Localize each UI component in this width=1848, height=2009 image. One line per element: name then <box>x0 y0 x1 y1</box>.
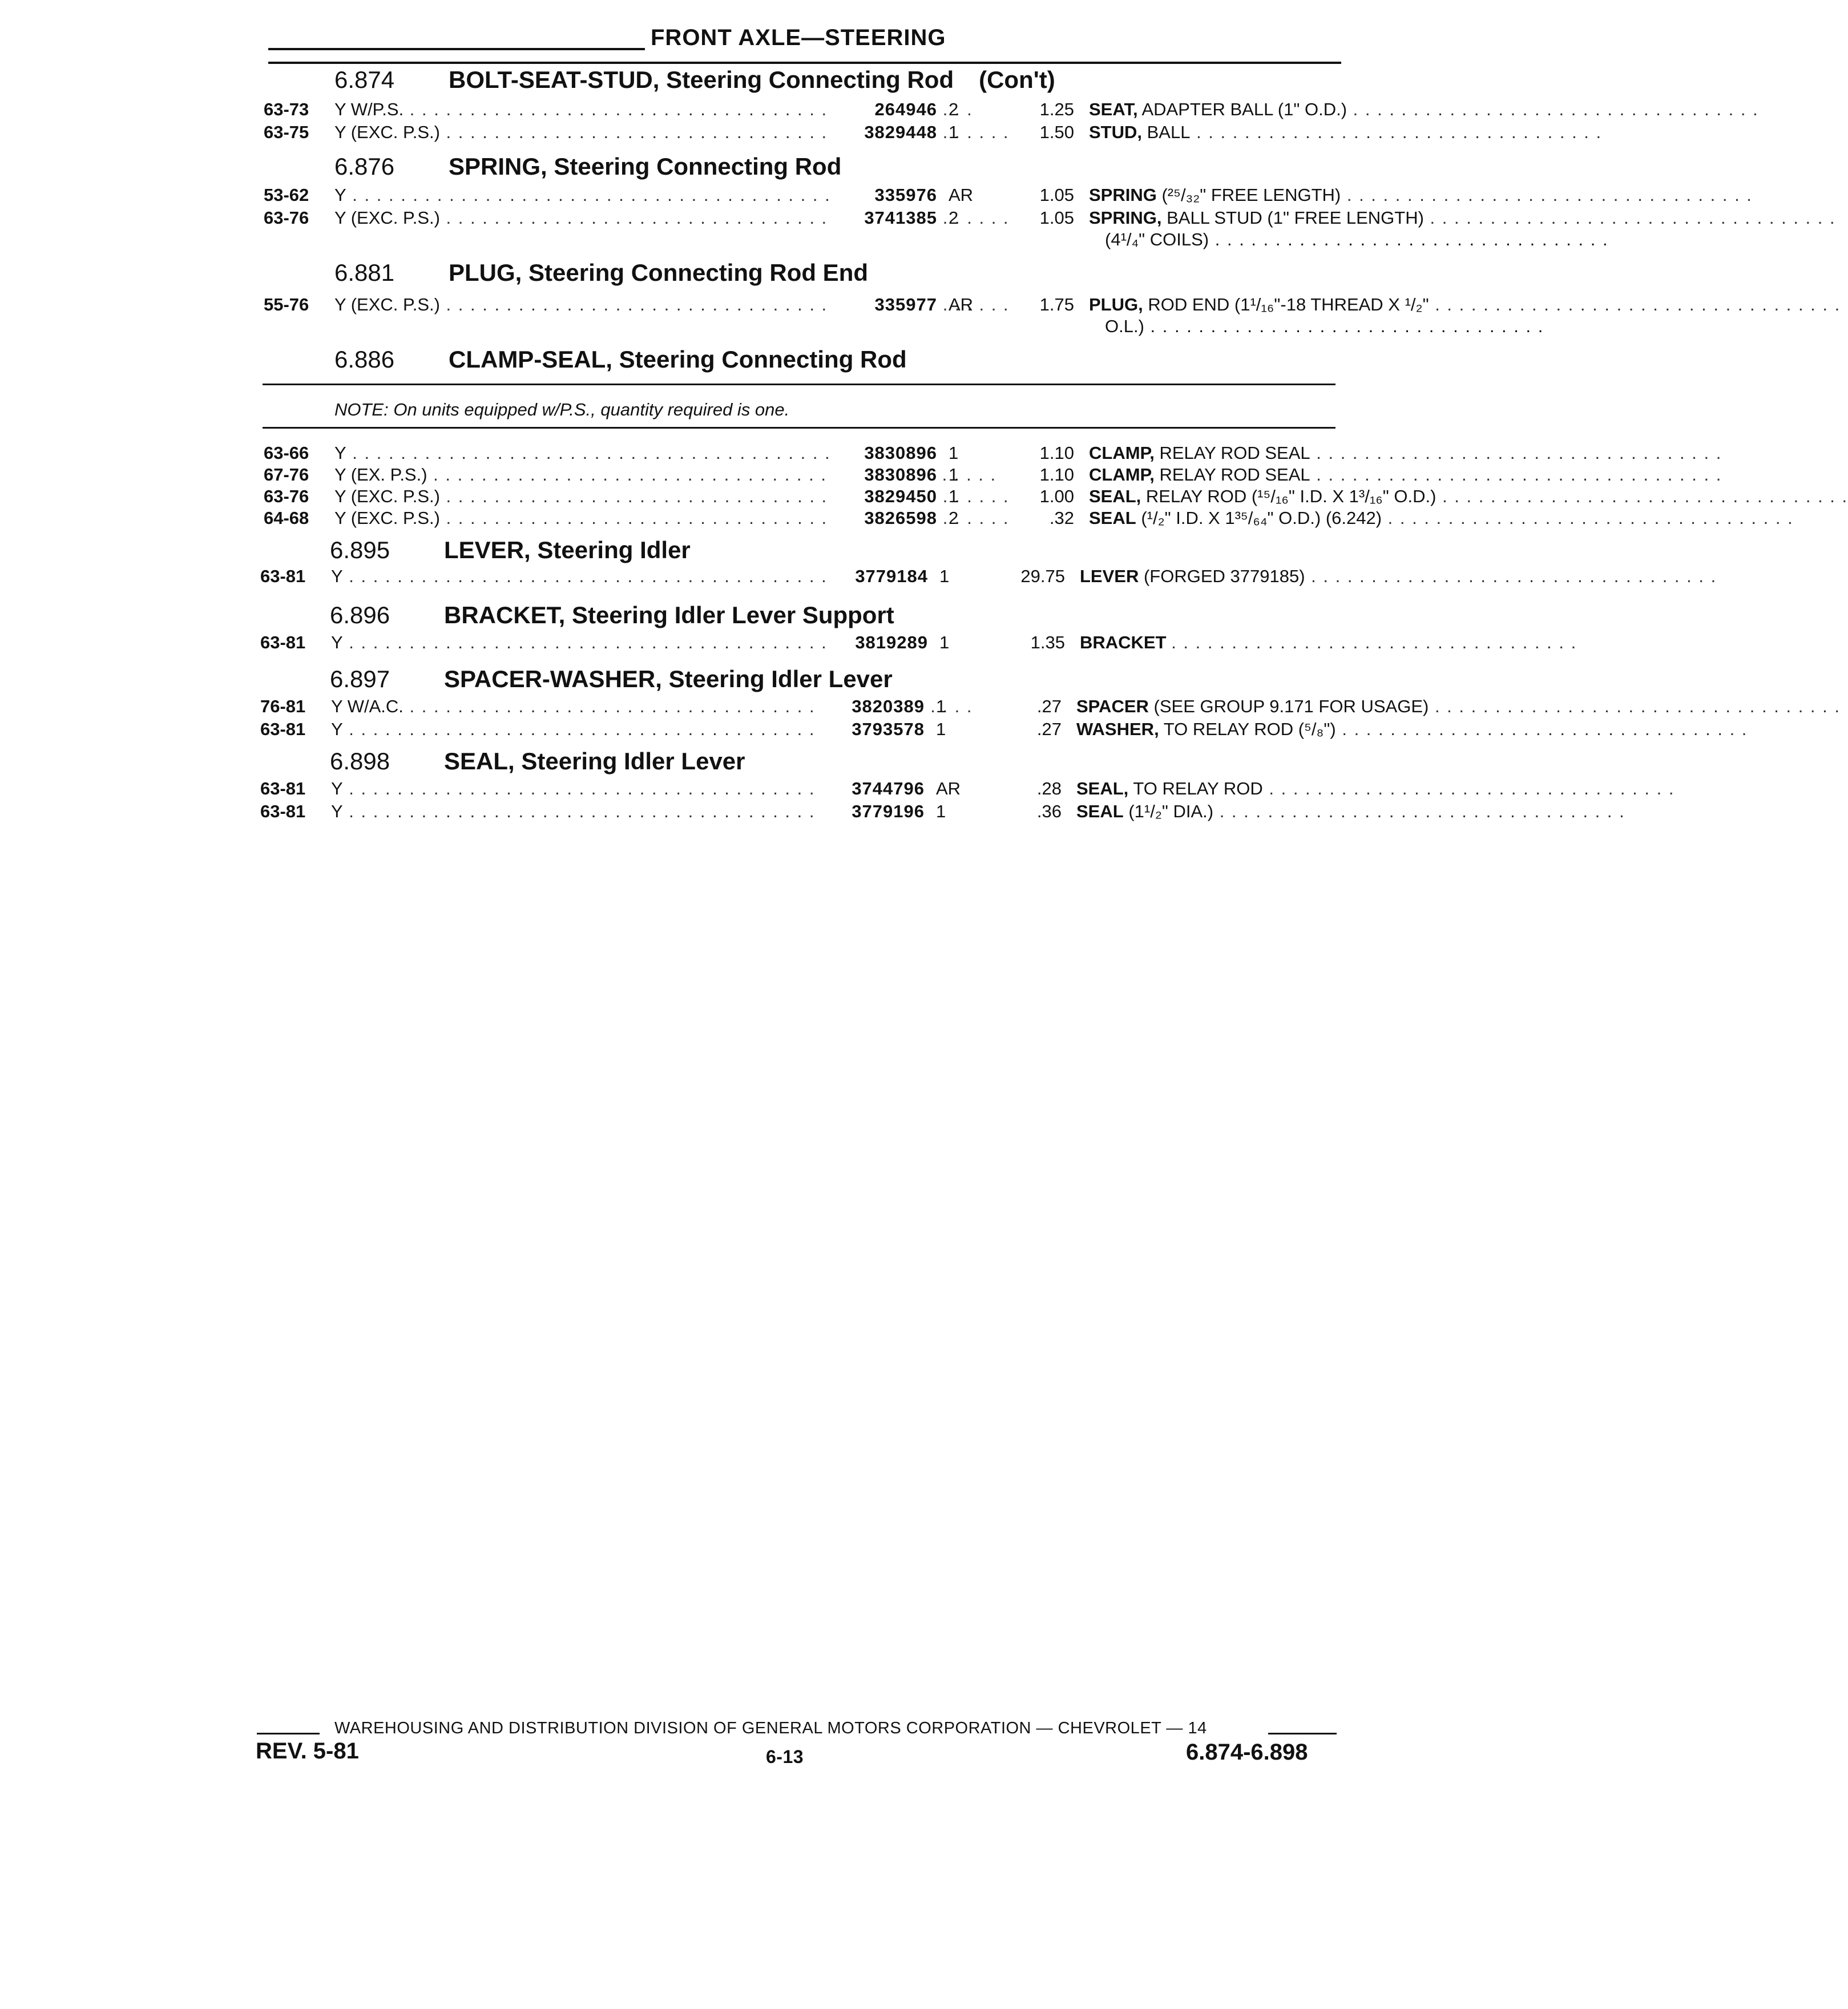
part-detail: TO RELAY ROD <box>1133 778 1263 798</box>
part-detail: TO RELAY ROD (⁵/₈") <box>1163 719 1336 739</box>
section-number: 6.876 <box>334 153 395 180</box>
part-description <box>1089 122 1603 143</box>
footer-revision: REV. 5-81 <box>256 1738 359 1764</box>
vehicle-applicability: Y (EXC. P.S.) . . . <box>334 122 896 143</box>
part-row <box>264 295 1841 314</box>
part-detail: (1¹/₂" DIA.) <box>1128 801 1214 821</box>
part-number: 335977 <box>834 295 937 315</box>
part-name: SPACER <box>1076 696 1149 716</box>
part-name: SEAL, <box>1076 778 1129 798</box>
section-title: PLUG, Steering Connecting Rod End <box>449 259 868 286</box>
list-price: .28 <box>1036 778 1062 798</box>
part-row <box>264 208 1836 228</box>
section-number: 6.895 <box>330 536 390 563</box>
footer-page-number: 6-13 <box>766 1746 804 1767</box>
list-price: 1.05 <box>1039 185 1074 205</box>
leader-dots: . . . . . . . . . . . . . . . . . . . . . . . . . . . . . . . . . . <box>1310 465 1722 485</box>
quantity: 1 <box>949 443 959 463</box>
note-rule-top <box>263 384 1335 385</box>
quantity: 2 <box>949 508 959 528</box>
part-row <box>264 185 1753 205</box>
leader-dots: . . . . . . . . . . . . . . . . . . . . . . . . . . . . . . . . . . <box>1213 801 1625 821</box>
vehicle-applicability: Y . . . <box>331 719 893 740</box>
vehicle-applicability: Y . . . <box>331 801 893 822</box>
section-title: CLAMP-SEAL, Steering Connecting Rod <box>449 346 907 373</box>
part-detail: (¹/₂" I.D. X 1³⁵/₆₄" O.D.) (6.242) <box>1141 508 1382 528</box>
section-title: SPACER-WASHER, Steering Idler Lever <box>444 665 893 692</box>
quantity: 1 <box>936 801 946 821</box>
year-range: 53-62 <box>264 185 309 205</box>
footer-rule-left <box>257 1733 320 1734</box>
vehicle-applicability: Y W/P.S. . . . <box>334 99 896 120</box>
leader-dots: . . . . . . . . . . . . . . . . . . . . . . . . . . . . . . . . . . <box>1436 486 1848 506</box>
vehicle-applicability: Y W/A.C. . . . <box>331 696 893 717</box>
footer-division: WAREHOUSING AND DISTRIBUTION DIVISION OF GENERAL MOTORS CORPORATION — CHEVROLET — 14 <box>334 1719 1207 1737</box>
header-rule-right <box>268 62 1341 64</box>
leader-dots: . . . . . . . . . . . . . . . . . . . . . . . . . . . . . . . . . . <box>1347 99 1759 119</box>
page-title: FRONT AXLE—STEERING <box>651 25 946 50</box>
part-description <box>1080 566 1717 587</box>
note-rule-bottom <box>263 427 1335 429</box>
section-number: 6.896 <box>330 602 390 628</box>
part-name: SEAL <box>1076 801 1124 821</box>
part-number: 335976 <box>834 185 937 205</box>
part-detail: ADAPTER BALL (1" O.D.) <box>1141 99 1347 119</box>
part-description <box>1076 696 1841 717</box>
year-range: 63-81 <box>260 566 306 586</box>
part-row <box>264 99 1759 119</box>
leader-dots: . . . . . . . . . . . . . . . . . . . . . . . . . . . . . . . . . . <box>1423 208 1836 228</box>
list-price: .27 <box>1036 719 1062 739</box>
part-name: STUD, <box>1089 122 1142 142</box>
part-number: 3830896 <box>834 443 937 463</box>
continued-text: (4¹/₄" COILS) <box>1105 229 1209 249</box>
part-description <box>1080 632 1577 653</box>
header-rule-left <box>268 48 645 50</box>
section-heading <box>334 153 841 180</box>
part-description <box>1089 508 1794 529</box>
part-name: LEVER <box>1080 566 1139 586</box>
quantity: 2 <box>949 99 959 119</box>
part-number: 3744796 <box>822 778 925 799</box>
part-row <box>264 122 1603 142</box>
part-detail: RELAY ROD SEAL <box>1159 465 1310 485</box>
part-name: SPRING, <box>1089 208 1162 228</box>
part-number: 3779184 <box>825 566 928 587</box>
section-number: 6.886 <box>334 346 395 373</box>
part-row <box>264 465 1722 485</box>
leader-dots: . . . . . . . . . . . . . . . . . . . . . . . . . . . . . . . . . . <box>1341 185 1753 205</box>
part-row <box>264 486 1848 506</box>
list-price: 1.35 <box>1030 632 1065 652</box>
part-number: 3793578 <box>822 719 925 740</box>
vehicle-applicability: Y (EX. P.S.) . . . <box>334 465 896 485</box>
vehicle-applicability: Y . . . <box>334 443 896 463</box>
part-detail: (SEE GROUP 9.171 FOR USAGE) <box>1153 696 1429 716</box>
year-range: 55-76 <box>264 295 309 314</box>
year-range: 63-81 <box>260 778 306 798</box>
vehicle-applicability: Y (EXC. P.S.) . . . <box>334 508 896 529</box>
part-detail: ROD END (1¹/₁₆"-18 THREAD X ¹/₂" <box>1148 295 1429 314</box>
section-heading <box>330 536 691 564</box>
year-range: 63-66 <box>264 443 309 463</box>
leader-dots: . . . . . . . . . . . . . . . . . . . . . . . . . . . . . . . . . <box>1209 229 1609 249</box>
section-number: 6.898 <box>330 748 390 774</box>
part-name: SEAL <box>1089 508 1136 528</box>
part-row <box>260 632 1577 652</box>
part-description <box>1089 295 1841 315</box>
year-range: 76-81 <box>260 696 306 716</box>
year-range: 63-75 <box>264 122 309 142</box>
quantity: 1 <box>949 486 959 506</box>
part-description-continued <box>1105 229 1609 250</box>
part-name: BRACKET <box>1080 632 1167 652</box>
part-detail: (FORGED 3779185) <box>1143 566 1305 586</box>
part-description <box>1089 443 1722 463</box>
quantity: 1 <box>936 696 946 716</box>
quantity: 1 <box>949 465 959 485</box>
vehicle-applicability: Y (EXC. P.S.) . . . <box>334 295 896 315</box>
section-heading <box>330 602 894 629</box>
quantity: 2 <box>949 208 959 228</box>
part-row <box>264 508 1794 528</box>
part-detail: RELAY ROD (¹⁵/₁₆" I.D. X 1³/₁₆" O.D.) <box>1145 486 1437 506</box>
part-row <box>264 443 1722 463</box>
part-row <box>260 566 1717 586</box>
list-price: 1.50 <box>1039 122 1074 142</box>
part-description <box>1089 486 1848 507</box>
part-detail: (²⁵/₃₂" FREE LENGTH) <box>1161 185 1341 205</box>
section-note: NOTE: On units equipped w/P.S., quantity required is one. <box>334 400 790 419</box>
footer-range: 6.874-6.898 <box>1186 1740 1308 1765</box>
part-number: 3820389 <box>822 696 925 717</box>
part-description <box>1089 185 1753 205</box>
part-number: 3829450 <box>834 486 937 507</box>
part-name: CLAMP, <box>1089 465 1155 485</box>
part-name: PLUG, <box>1089 295 1143 314</box>
quantity: 1 <box>949 122 959 142</box>
list-price: 1.10 <box>1039 443 1074 463</box>
list-price: 1.05 <box>1039 208 1074 228</box>
part-description <box>1089 465 1722 485</box>
list-price: 1.10 <box>1039 465 1074 485</box>
section-heading <box>330 665 893 693</box>
part-name: CLAMP, <box>1089 443 1155 463</box>
list-price: 1.00 <box>1039 486 1074 506</box>
part-description <box>1076 719 1748 740</box>
vehicle-applicability: Y . . . <box>331 778 893 799</box>
year-range: 63-76 <box>264 208 309 228</box>
vehicle-applicability: Y (EXC. P.S.) . . . <box>334 486 896 507</box>
list-price: 29.75 <box>1020 566 1065 586</box>
section-number: 6.874 <box>334 66 395 93</box>
leader-dots: . . . . . . . . . . . . . . . . . . . . . . . . . . . . . . . . . . <box>1171 632 1577 652</box>
part-name: SEAT, <box>1089 99 1138 119</box>
leader-dots: . . . . . . . . . . . . . . . . . . . . . . . . . . . . . . . . . . <box>1190 122 1603 142</box>
part-name: SEAL, <box>1089 486 1141 506</box>
part-row <box>260 778 1675 798</box>
section-number: 6.897 <box>330 665 390 692</box>
section-number: 6.881 <box>334 259 395 286</box>
vehicle-applicability: Y . . . <box>331 632 893 653</box>
continued-text: O.L.) <box>1105 316 1144 336</box>
section-title: BRACKET, Steering Idler Lever Support <box>444 602 894 628</box>
part-number: 3779196 <box>822 801 925 822</box>
leader-dots: . . . . . . . . . . . . . . . . . . . . . . . . . . . . . . . . . . <box>1429 696 1841 716</box>
section-heading <box>334 346 907 373</box>
year-range: 63-76 <box>264 486 309 506</box>
footer-rule-right <box>1268 1733 1337 1734</box>
part-row <box>260 719 1748 739</box>
leader-dots: . . . . . . . . . . . . . . . . . . . . . . . . . . . . . . . . . . <box>1335 719 1748 739</box>
list-price: .32 <box>1049 508 1074 528</box>
part-description <box>1076 801 1625 822</box>
part-detail: BALL <box>1147 122 1191 142</box>
part-number: 3829448 <box>834 122 937 143</box>
quantity: 1 <box>939 566 950 586</box>
vehicle-applicability: Y . . . <box>334 185 896 205</box>
section-continued: (Con't) <box>979 66 1055 93</box>
part-number: 264946 <box>834 99 937 120</box>
leader-dots: . . . . . . . . . . . . . . . . . . . . . . . . . . . . . . . . . <box>1144 316 1544 336</box>
section-title: SEAL, Steering Idler Lever <box>444 748 745 774</box>
vehicle-applicability: Y (EXC. P.S.) . . . <box>334 208 896 228</box>
year-range: 67-76 <box>264 465 309 485</box>
list-price: .27 <box>1036 696 1062 716</box>
section-title: SPRING, Steering Connecting Rod <box>449 153 842 180</box>
quantity: AR <box>936 778 961 798</box>
year-range: 63-81 <box>260 632 306 652</box>
leader-dots: . . . . . . . . . . . . . . . . . . . . . . . . . . . . . . . . . . <box>1262 778 1675 798</box>
list-price: 1.75 <box>1039 295 1074 314</box>
section-heading <box>334 66 1055 94</box>
year-range: 63-81 <box>260 719 306 739</box>
part-description <box>1076 778 1675 799</box>
list-price: 1.25 <box>1039 99 1074 119</box>
part-number: 3826598 <box>834 508 937 529</box>
year-range: 63-81 <box>260 801 306 821</box>
list-price: .36 <box>1036 801 1062 821</box>
part-number: 3741385 <box>834 208 937 228</box>
part-detail: RELAY ROD SEAL <box>1159 443 1310 463</box>
vehicle-applicability: Y . . . <box>331 566 893 587</box>
quantity: 1 <box>939 632 950 652</box>
section-heading <box>334 259 868 287</box>
part-number: 3830896 <box>834 465 937 485</box>
leader-dots: . . . . . . . . . . . . . . . . . . . . . . . . . . . . . . . . . . <box>1382 508 1794 528</box>
year-range: 63-73 <box>264 99 309 119</box>
part-description <box>1089 99 1759 120</box>
section-title: BOLT-SEAT-STUD, Steering Connecting Rod <box>449 66 954 93</box>
part-name: SPRING <box>1089 185 1157 205</box>
leader-dots: . . . . . . . . . . . . . . . . . . . . . . . . . . . . . . . . . . <box>1305 566 1717 586</box>
leader-dots: . . . . . . . . . . . . . . . . . . . . . . . . . . . . . . . . . . <box>1429 295 1841 314</box>
quantity: AR <box>949 185 974 205</box>
section-title: LEVER, Steering Idler <box>444 536 691 563</box>
part-row <box>260 696 1841 716</box>
leader-dots: . . . . . . . . . . . . . . . . . . . . . . . . . . . . . . . . . . <box>1310 443 1722 463</box>
part-name: WASHER, <box>1076 719 1159 739</box>
part-detail: BALL STUD (1" FREE LENGTH) <box>1167 208 1424 228</box>
year-range: 64-68 <box>264 508 309 528</box>
part-number: 3819289 <box>825 632 928 653</box>
quantity: 1 <box>936 719 946 739</box>
part-row <box>260 801 1625 821</box>
section-heading <box>330 748 745 775</box>
part-description <box>1089 208 1836 228</box>
part-description-continued <box>1105 316 1544 337</box>
quantity: AR <box>949 295 974 314</box>
